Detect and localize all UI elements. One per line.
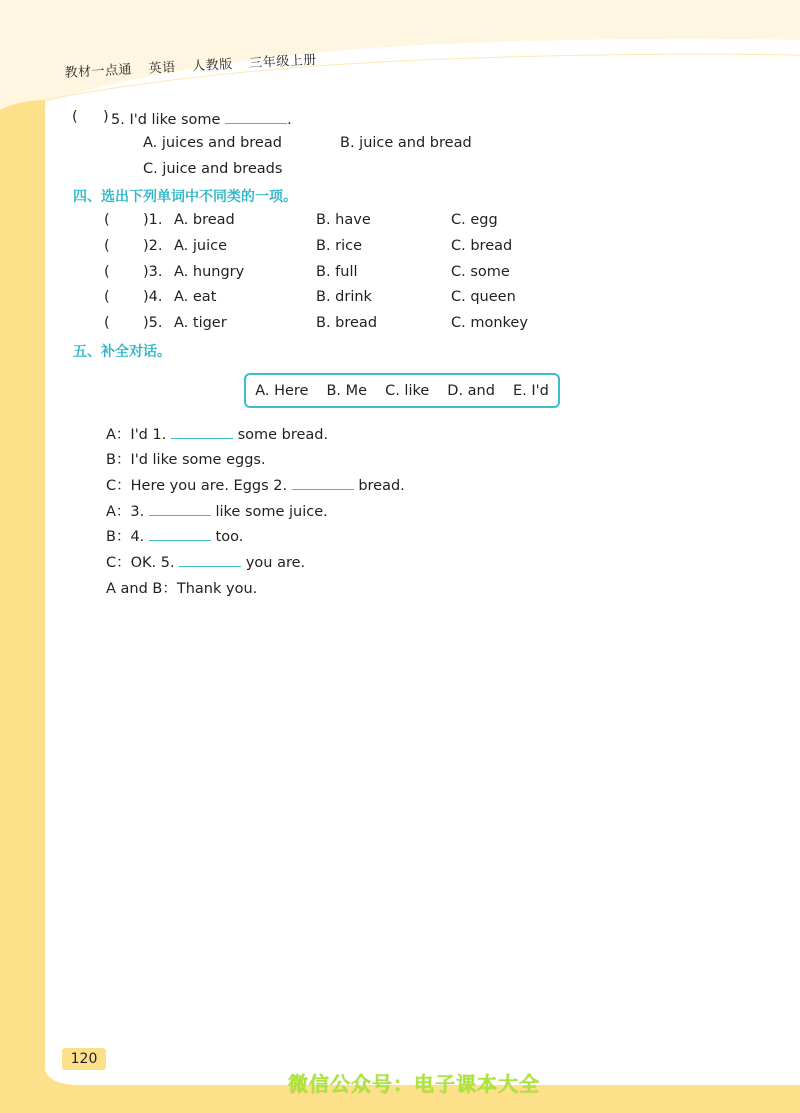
s4-paren-open: ( [104, 264, 110, 280]
q5-prev-option-a: A. juices and bread [143, 135, 282, 151]
header-book: 教材一点通 [64, 62, 133, 81]
q5-prev-option-b: B. juice and bread [340, 135, 472, 151]
dialogue-line: B：4. too. [106, 525, 243, 546]
s4-option-a: A. hungry [174, 264, 245, 280]
watermark-text: 微信公众号：电子课本大全 [288, 1072, 540, 1096]
dialogue-line: A：3. like some juice. [106, 500, 328, 521]
word-bank-item: D. and [447, 382, 495, 399]
word-bank-item: C. like [385, 382, 430, 399]
word-bank-item: E. I'd [512, 382, 549, 399]
s4-option-b: B. drink [316, 289, 372, 305]
s4-option-c: C. monkey [451, 315, 528, 331]
dialogue-blank[interactable] [149, 526, 211, 541]
s4-paren-open: ( [104, 212, 110, 228]
s4-option-b: B. rice [316, 238, 363, 254]
page-number: 120 [62, 1048, 106, 1070]
s4-paren-open: ( [104, 238, 110, 254]
dialogue-blank[interactable] [179, 552, 241, 567]
s4-option-b: B. bread [316, 315, 378, 331]
s4-option-a: A. eat [174, 289, 217, 305]
q5-prev-stem-text: I'd like some [129, 112, 221, 128]
header-edition: 人教版 [191, 57, 234, 75]
word-bank-box [244, 373, 560, 408]
s4-paren-open: ( [104, 289, 110, 305]
dialogue-line: C：Here you are. Eggs 2. bread. [106, 474, 405, 495]
dialogue-line: A and B：Thank you. [106, 581, 258, 597]
header-grade: 三年级上册 [248, 52, 318, 72]
dialogue-blank[interactable] [149, 501, 211, 516]
dialogue-blank[interactable] [171, 424, 233, 439]
s4-item-number: )2. [143, 238, 163, 254]
q5-prev-number: 5. [111, 112, 125, 128]
dialogue-blank[interactable] [292, 475, 354, 490]
s4-item-number: )5. [143, 315, 163, 331]
word-bank-item: B. Me [326, 382, 368, 399]
s4-option-a: A. bread [174, 212, 235, 228]
s4-option-c: C. some [451, 264, 510, 280]
q5-prev-option-c: C. juice and breads [143, 161, 283, 177]
q5-prev-end: . [287, 112, 292, 128]
s4-option-a: A. juice [174, 238, 228, 254]
word-bank-item: A. Here [255, 382, 309, 399]
q5-prev-paren: ( [72, 109, 78, 125]
s4-item-number: )3. [143, 264, 163, 280]
header-subject: 英语 [148, 60, 177, 77]
q5-prev-blank[interactable] [225, 109, 287, 124]
s4-option-c: C. bread [451, 238, 513, 254]
s4-paren-open: ( [104, 315, 110, 331]
q5-prev-paren-close: ) [103, 109, 109, 125]
section4-title: 四、选出下列单词中不同类的一项。 [73, 189, 297, 205]
section5-title: 五、补全对话。 [73, 344, 171, 360]
s4-option-b: B. full [316, 264, 358, 280]
q5-prev-stem [111, 109, 292, 128]
dialogue-line: A：I'd 1. some bread. [106, 423, 328, 444]
s4-option-c: C. queen [451, 289, 516, 305]
s4-option-c: C. egg [451, 212, 498, 228]
s4-option-a: A. tiger [174, 315, 227, 331]
s4-item-number: )1. [143, 212, 163, 228]
dialogue-line: C：OK. 5. you are. [106, 551, 305, 572]
s4-item-number: )4. [143, 289, 163, 305]
dialogue-line: B：I'd like some eggs. [106, 452, 266, 468]
s4-option-b: B. have [316, 212, 371, 228]
